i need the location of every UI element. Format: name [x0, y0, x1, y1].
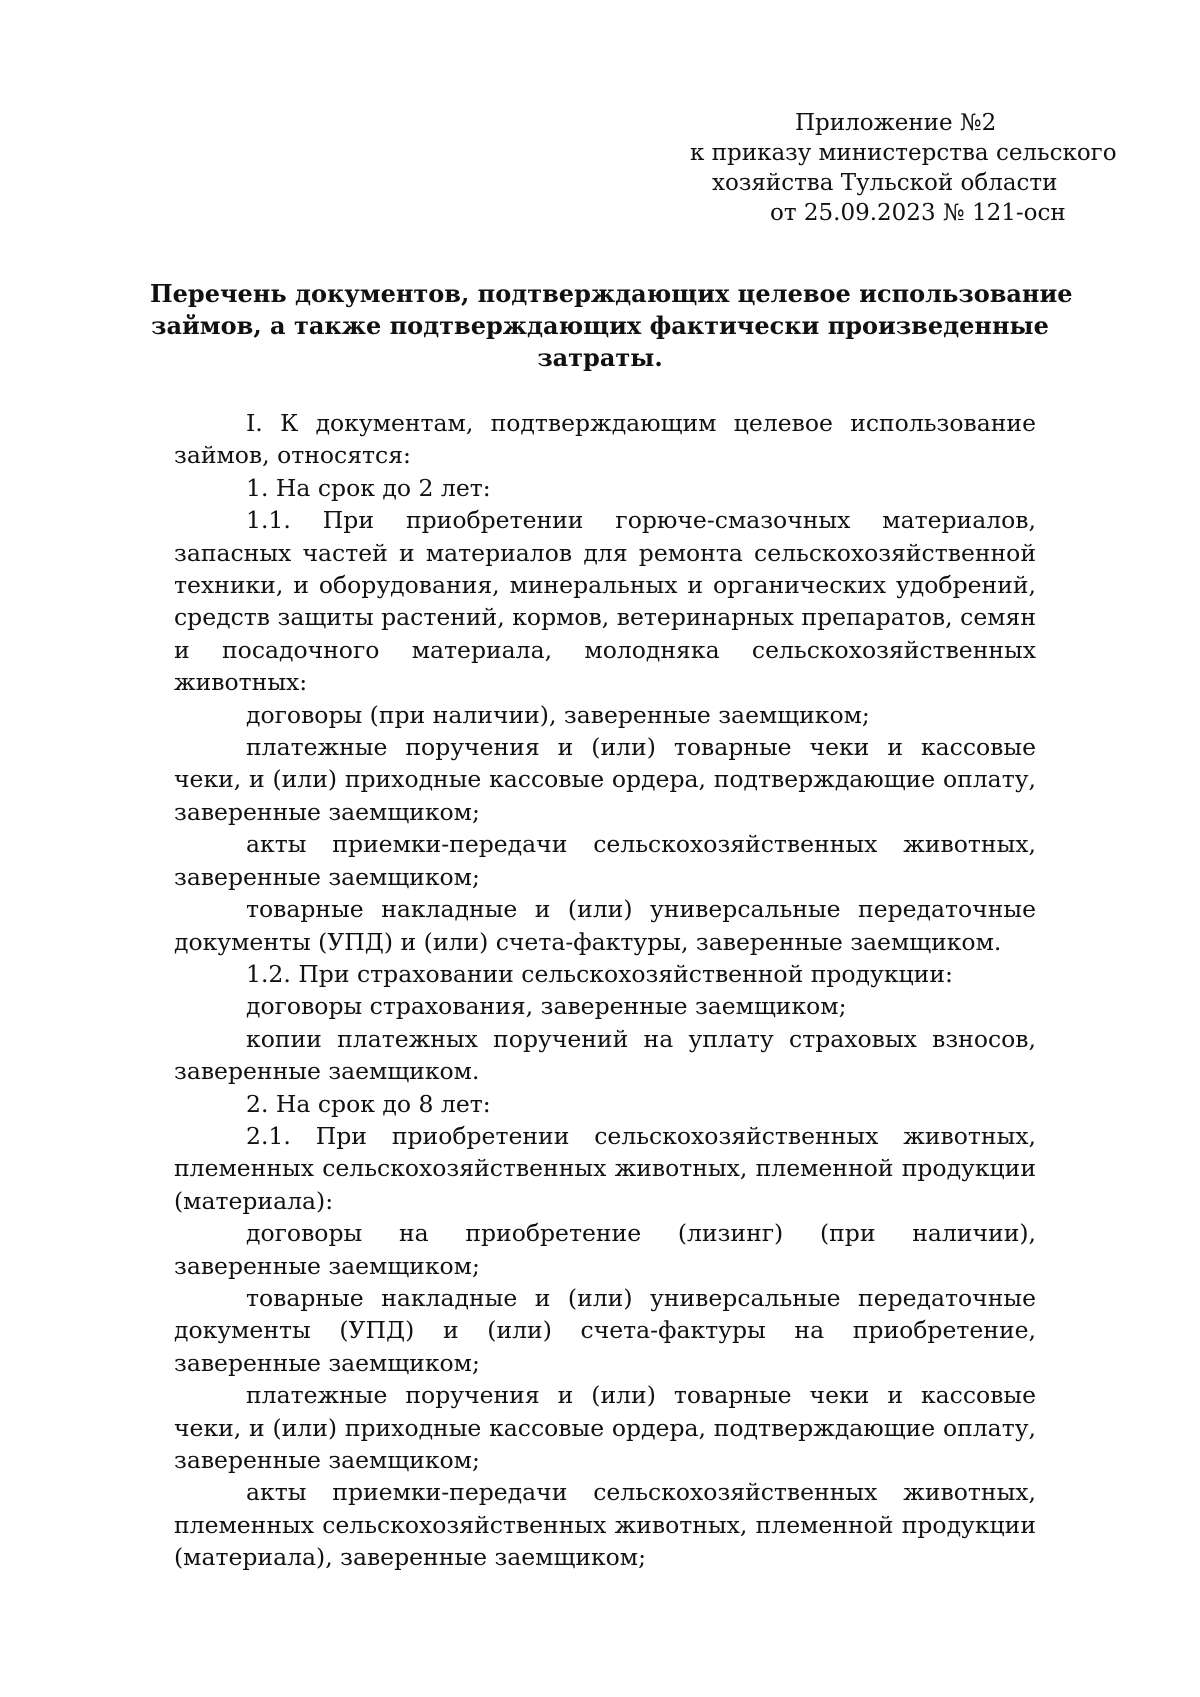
approval-line-order: к приказу министерства сельского [690, 140, 1117, 166]
title-line: Перечень документов, подтверждающих целевое использование [150, 279, 1073, 308]
paragraph: I. К документам, подтверждающим целевое использование займов, относятся: [174, 409, 1036, 470]
paragraph: 1.1. При приобретении горюче-смазочных материалов, запасных частей и материалов для ремонта сельскохозяйственной техники, и оборудования, минеральных и органических удобрений, средств защиты растений, кормов, ветеринарных препаратов, семян и посадочного материала, молодняка сельскохозяйственных животных: [174, 506, 1036, 697]
paragraph: акты приемки-передачи сельскохозяйственных животных, племенных сельскохозяйственных животных, племенной продукции (материала), заверенные заемщиком; [174, 1478, 1036, 1572]
paragraph: товарные накладные и (или) универсальные передаточные документы (УПД) и (или) счета-фактуры на приобретение, заверенные заемщиком; [174, 1283, 1036, 1377]
paragraph: акты приемки-передачи сельскохозяйственных животных, заверенные заемщиком; [174, 830, 1036, 891]
paragraph: платежные поручения и (или) товарные чеки и кассовые чеки, и (или) приходные кассовые ордера, подтверждающие оплату, заверенные заемщиком; [174, 733, 1036, 826]
approval-line-appendix: Приложение №2 [795, 110, 997, 136]
approval-block [640, 108, 1117, 228]
paragraph: платежные поручения и (или) товарные чеки и кассовые чеки, и (или) приходные кассовые ордера, подтверждающие оплату, заверенные заемщиком; [174, 1381, 1036, 1474]
paragraph: договоры (при наличии), заверенные заемщиком; [246, 700, 870, 729]
paragraph: товарные накладные и (или) универсальные передаточные документы (УПД) и (или) счета-фактуры, заверенные заемщиком. [174, 895, 1036, 956]
paragraph: 2.1. При приобретении сельскохозяйственных животных, племенных сельскохозяйственных животных, племенной продукции (материала): [174, 1121, 1036, 1215]
approval-line-ministry: хозяйства Тульской области [712, 170, 1058, 196]
title-line: займов, а также подтверждающих фактически произведенные [151, 311, 1049, 340]
paragraph: договоры страхования, заверенные заемщиком; [246, 992, 847, 1021]
paragraph: договоры на приобретение (лизинг) (при наличии), заверенные заемщиком; [174, 1219, 1036, 1280]
paragraph: 1.2. При страховании сельскохозяйственной продукции: [246, 959, 953, 988]
paragraph: копии платежных поручений на уплату страховых взносов, заверенные заемщиком. [174, 1024, 1036, 1086]
document-body [174, 407, 1036, 1574]
paragraph: 2. На срок до 8 лет: [246, 1089, 491, 1118]
title-line: затраты. [537, 343, 663, 372]
paragraph: 1. На срок до 2 лет: [246, 473, 491, 502]
document-title [150, 278, 1073, 374]
approval-line-date-number: от 25.09.2023 № 121-осн [770, 200, 1066, 226]
